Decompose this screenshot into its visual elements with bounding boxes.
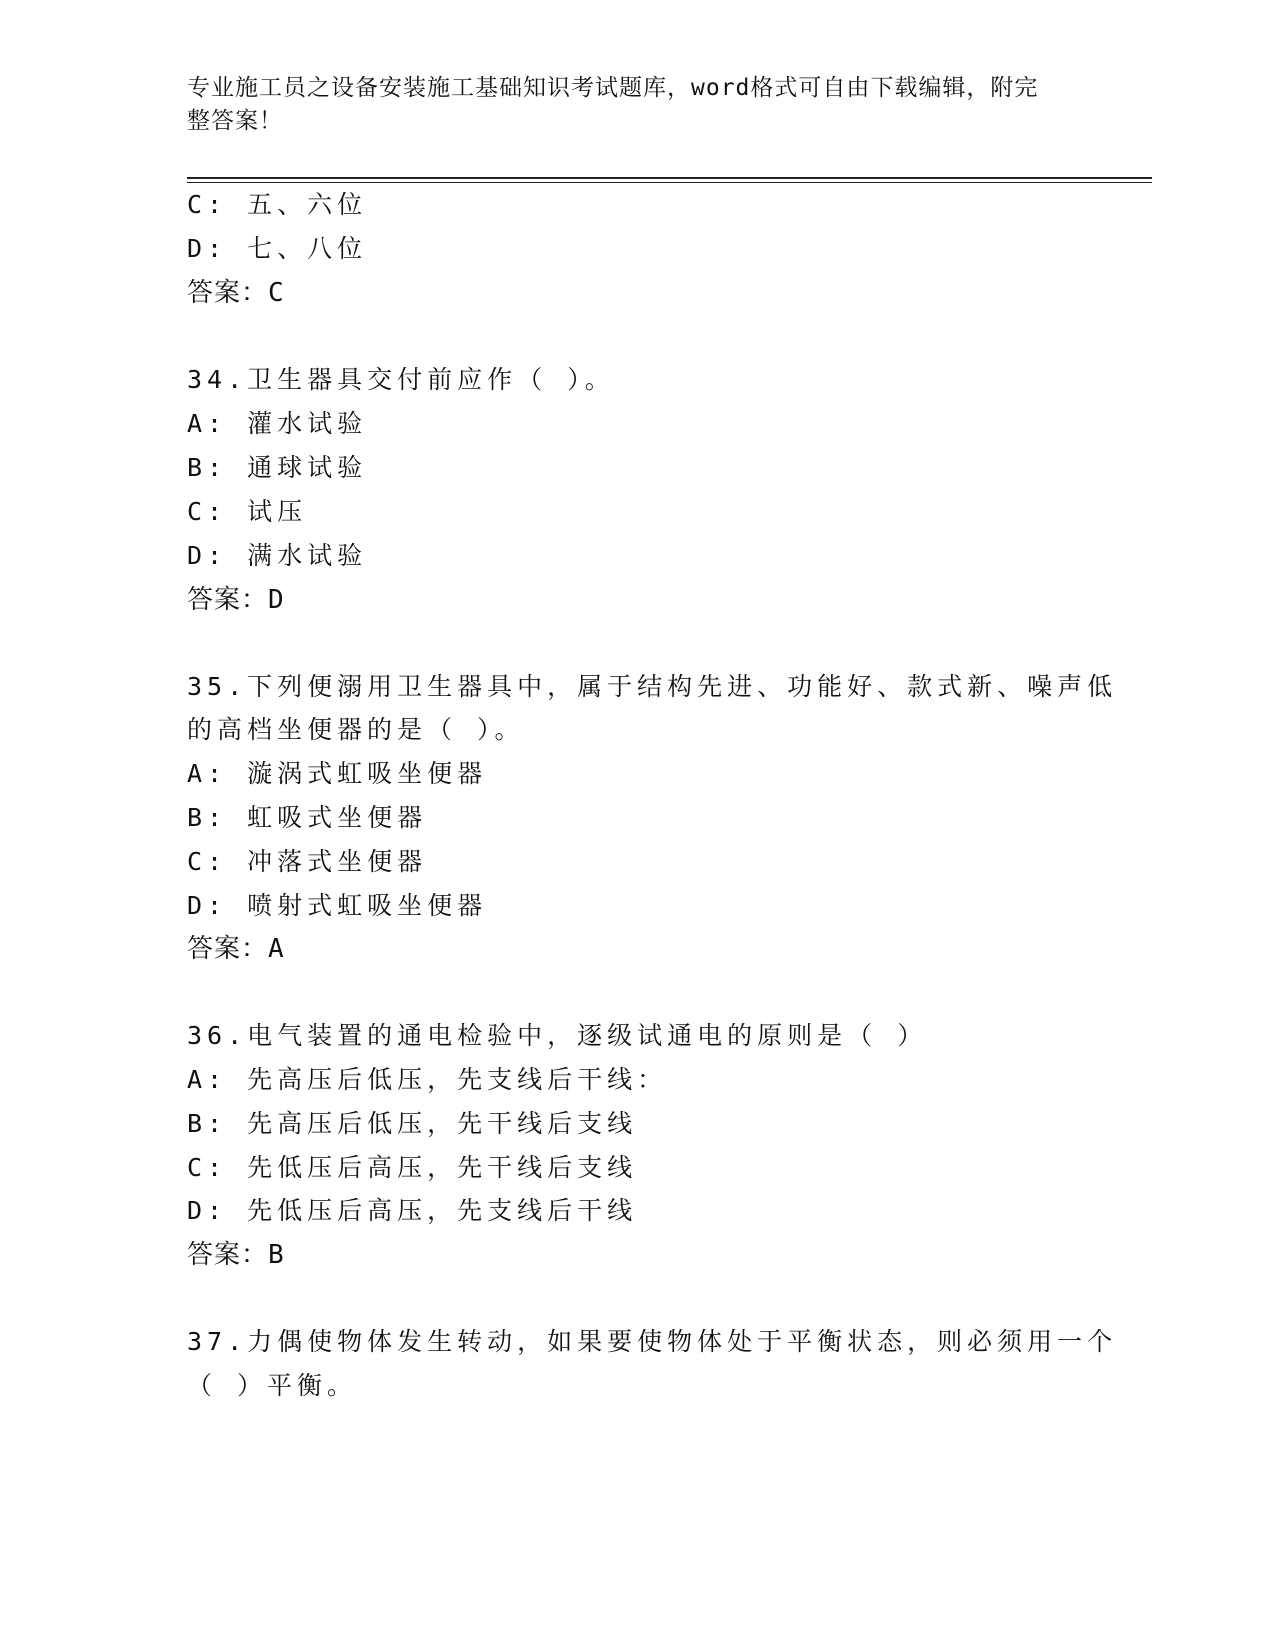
option-c: C: 先低压后高压，先干线后支线 (187, 1153, 638, 1182)
option-b: B: 虹吸式坐便器 (187, 803, 428, 832)
answer-label: 答案： (187, 278, 269, 308)
header-line-1: 专业施工员之设备安装施工基础知识考试题库，word格式可自由下载编辑，附完 (187, 75, 1039, 101)
option-c: C: 五、六位 (187, 190, 368, 219)
header-divider-bottom (187, 182, 1152, 183)
option-c: C: 试压 (187, 497, 308, 526)
answer-value: C (268, 278, 285, 308)
option-d: D: 先低压后高压，先支线后干线 (187, 1196, 638, 1225)
document-header (187, 72, 1087, 138)
answer-value: A (268, 934, 285, 964)
answer-label: 答案： (187, 585, 269, 615)
answer-label: 答案： (187, 934, 269, 964)
option-a: A: 先高压后低压，先支线后干线： (187, 1065, 668, 1094)
question-stem: 34.卫生器具交付前应作（ ）。 (187, 365, 615, 394)
question-stem-line-1: 37.力偶使物体发生转动，如果要使物体处于平衡状态，则必须用一个 (187, 1327, 1118, 1356)
answer-line (187, 933, 285, 965)
answer-label: 答案： (187, 1240, 269, 1270)
option-d: D: 喷射式虹吸坐便器 (187, 891, 488, 920)
option-d: D: 满水试验 (187, 541, 368, 570)
answer-value: D (268, 585, 285, 615)
answer-line (187, 277, 285, 309)
answer-line (187, 1239, 285, 1271)
option-a: A: 漩涡式虹吸坐便器 (187, 759, 488, 788)
answer-value: B (268, 1240, 285, 1270)
header-divider-top (187, 177, 1152, 179)
answer-line (187, 584, 285, 616)
question-stem: 36.电气装置的通电检验中，逐级试通电的原则是（ ） (187, 1021, 928, 1050)
option-b: B: 通球试验 (187, 453, 368, 482)
question-stem-line-1: 35.下列便溺用卫生器具中，属于结构先进、功能好、款式新、噪声低 (187, 672, 1118, 701)
option-d: D: 七、八位 (187, 234, 368, 263)
question-stem-line-2: 的高档坐便器的是（ ）。 (187, 715, 525, 744)
question-stem-line-2: （ ）平衡。 (187, 1371, 358, 1400)
option-b: B: 先高压后低压，先干线后支线 (187, 1109, 638, 1138)
option-a: A: 灌水试验 (187, 409, 368, 438)
header-line-2: 整答案！ (187, 108, 283, 134)
option-c: C: 冲落式坐便器 (187, 847, 428, 876)
